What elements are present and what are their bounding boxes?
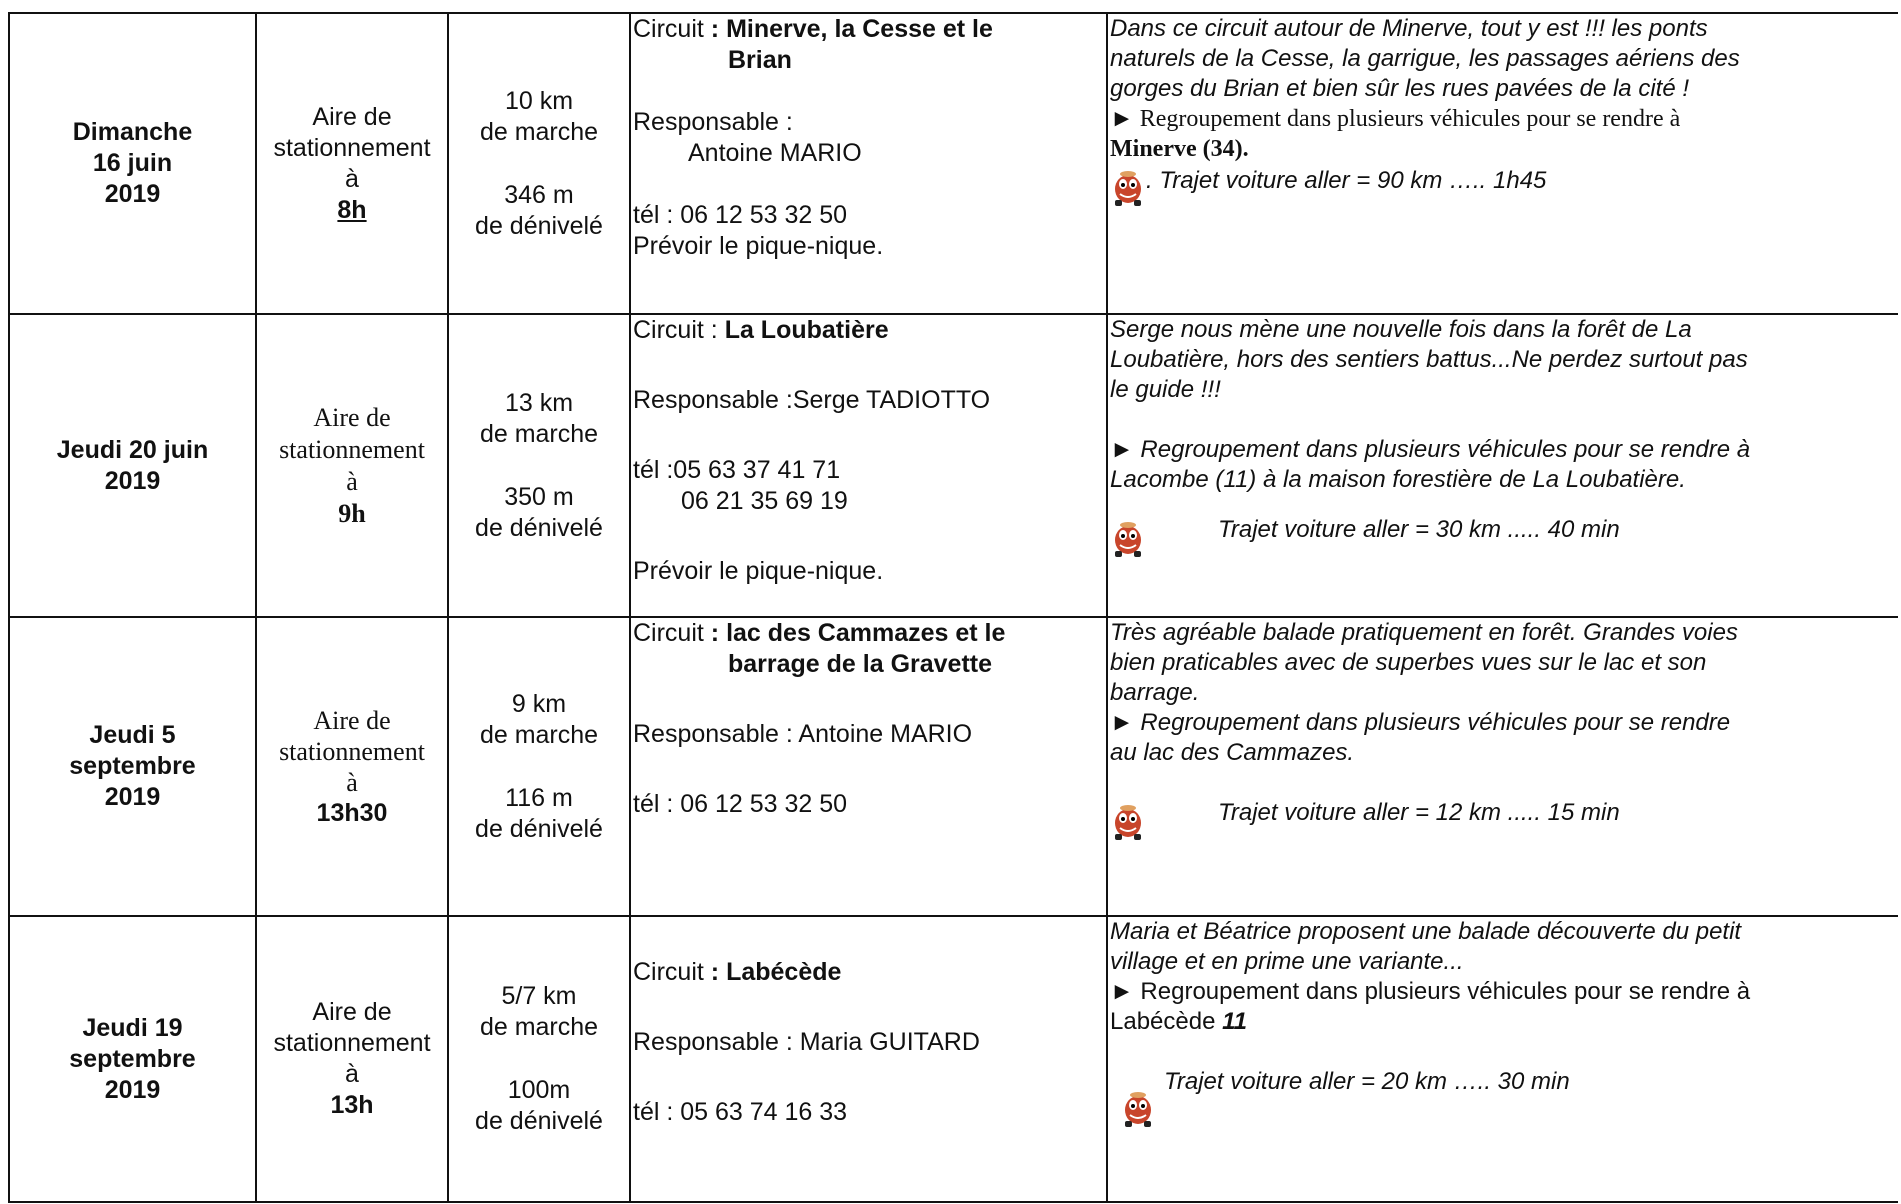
place-line: Aire de [313, 705, 391, 735]
table-row [9, 314, 1898, 617]
circuit-name: : lac des Cammazes et le [710, 619, 1006, 647]
place-line: à [345, 1060, 359, 1088]
cartoon-car-icon [1110, 515, 1146, 559]
circuit-cell [631, 315, 1106, 587]
meeting-place-cell [257, 618, 447, 915]
distance-label: de marche [479, 720, 599, 749]
distance-cell [449, 618, 629, 915]
regroup-note: ► Regroupement dans plusieurs véhicules pour se rendre [1110, 709, 1731, 736]
trip-info: Trajet voiture aller = 30 km ..... 40 min [1218, 516, 1620, 543]
date-cell [10, 315, 255, 616]
picnic-note: Prévoir le pique-nique. [633, 557, 884, 585]
regroup-note: ► Regroupement dans plusieurs véhicules pour se rendre à [1110, 436, 1751, 463]
circuit-name-cont: Brian [728, 46, 792, 74]
place-line: à [345, 164, 359, 193]
hike-schedule-table [8, 12, 1898, 1203]
date-year: 2019 [104, 1075, 161, 1104]
circuit-name-cont: barrage de la Gravette [728, 650, 993, 678]
phone-number: tél : 06 12 53 32 50 [633, 201, 848, 229]
meeting-time: 13h30 [316, 798, 388, 827]
place-line: Aire de [312, 102, 392, 131]
trip-line [1110, 1067, 1898, 1129]
elevation-label: de dénivelé [475, 814, 603, 843]
date-cell [10, 14, 255, 313]
trip-info: Trajet voiture aller = 12 km ..... 15 min [1218, 799, 1620, 826]
phone-number: tél :05 63 37 41 71 [633, 456, 841, 484]
distance-value: 13 km [504, 388, 574, 417]
circuit-prefix: Circuit : [633, 316, 718, 344]
date-day: Jeudi 20 juin [56, 435, 209, 464]
meeting-time: 9h [338, 498, 366, 528]
circuit-cell [631, 917, 1106, 1128]
meeting-place-cell [257, 315, 447, 616]
elevation-value: 100m [507, 1076, 571, 1104]
trip-info: . Trajet voiture aller = 90 km ….. 1h45 [1146, 167, 1547, 194]
responsable-name: Antoine MARIO [688, 139, 862, 167]
date-day: Jeudi 5 [89, 721, 176, 749]
distance-value: 5/7 km [501, 982, 577, 1010]
place-line: stationnement [279, 736, 425, 766]
description-cell [1108, 917, 1898, 1129]
circuit-prefix: Circuit [633, 15, 704, 43]
date-year: 2019 [104, 180, 161, 208]
place-line: Aire de [312, 998, 392, 1026]
date-year: 2019 [104, 466, 161, 495]
circuit-name: : Labécède [710, 958, 842, 986]
regroup-destination: Lacombe (11) à la maison forestière de La Loubatière. [1110, 466, 1686, 493]
description-line: Dans ce circuit autour de Minerve, tout y est !!! les ponts [1110, 15, 1708, 42]
phone-number-2: 06 21 35 69 19 [681, 487, 848, 515]
date-cell [10, 618, 255, 915]
description-line: gorges du Brian et bien sûr les rues pavées de la cité ! [1110, 75, 1689, 102]
regroup-destination-line [1110, 1007, 1898, 1037]
circuit-cell [631, 618, 1106, 820]
description-line: village et en prime une variante... [1110, 948, 1464, 975]
cartoon-car-icon [1110, 164, 1146, 208]
table-row [9, 617, 1898, 916]
regroup-destination: au lac des Cammazes. [1110, 739, 1355, 766]
elevation-value: 346 m [504, 180, 574, 209]
place-line: stationnement [279, 434, 425, 464]
distance-label: de marche [479, 1013, 599, 1041]
circuit-prefix: Circuit [633, 958, 704, 986]
trip-line [1110, 164, 1898, 208]
distance-cell [449, 917, 629, 1201]
circuit-cell [631, 14, 1106, 262]
distance-cell [449, 315, 629, 616]
place-line: Aire de [313, 402, 391, 432]
regroup-note: ► Regroupement dans plusieurs véhicules pour se rendre à [1110, 978, 1751, 1005]
distance-value: 9 km [511, 689, 567, 718]
date-day: Dimanche [72, 118, 193, 146]
place-line: à [346, 466, 358, 496]
description-line: Maria et Béatrice proposent une balade découverte du petit [1110, 918, 1742, 945]
elevation-label: de dénivelé [475, 513, 603, 542]
elevation-label: de dénivelé [475, 1107, 603, 1135]
description-cell [1108, 14, 1898, 208]
cartoon-car-icon [1120, 1085, 1156, 1129]
date-day: Jeudi 19 [82, 1013, 183, 1042]
description-line: Loubatière, hors des sentiers battus...Ne perdez surtout pas [1110, 346, 1748, 373]
meeting-place-cell [257, 917, 447, 1201]
date-month: 16 juin [92, 149, 173, 177]
circuit-name: : Minerve, la Cesse et le [710, 15, 993, 43]
place-line: stationnement [273, 1029, 431, 1057]
place-line: à [346, 767, 358, 797]
description-line: le guide !!! [1110, 376, 1221, 403]
description-line: barrage. [1110, 679, 1200, 706]
meeting-place-cell [257, 14, 447, 313]
description-line: naturels de la Cesse, la garrigue, les passages aériens des [1110, 45, 1740, 72]
trip-info: Trajet voiture aller = 20 km ….. 30 min [1164, 1068, 1570, 1095]
phone-number: tél : 05 63 74 16 33 [633, 1098, 848, 1126]
distance-label: de marche [479, 419, 599, 448]
regroup-note: ► Regroupement dans plusieurs véhicules pour se rendre à [1110, 106, 1681, 132]
date-month: septembre [69, 752, 196, 780]
responsable-label: Responsable : [633, 108, 793, 136]
description-line: Serge nous mène une nouvelle fois dans la forêt de La [1110, 316, 1692, 343]
table-row [9, 916, 1898, 1202]
date-year: 2019 [104, 783, 161, 811]
elevation-value: 116 m [505, 783, 573, 812]
trip-line [1110, 515, 1898, 559]
description-cell [1108, 618, 1898, 842]
picnic-note: Prévoir le pique-nique. [633, 232, 884, 260]
responsable-label: Responsable : Antoine MARIO [633, 720, 973, 748]
distance-label: de marche [479, 117, 599, 146]
responsable-label: Responsable :Serge TADIOTTO [633, 386, 991, 414]
description-line: Très agréable balade pratiquement en forêt. Grandes voies [1110, 619, 1738, 646]
regroup-destination: Labécède [1110, 1008, 1216, 1035]
regroup-destination: Minerve (34). [1110, 136, 1249, 162]
place-line: stationnement [273, 133, 431, 162]
phone-number: tél : 06 12 53 32 50 [633, 790, 848, 818]
date-month: septembre [69, 1044, 196, 1073]
cartoon-car-icon [1110, 798, 1146, 842]
description-cell [1108, 315, 1898, 559]
distance-cell [449, 14, 629, 313]
elevation-value: 350 m [504, 482, 574, 511]
meeting-time: 8h [337, 195, 367, 224]
description-line: bien praticables avec de superbes vues sur le lac et son [1110, 649, 1707, 676]
responsable-label: Responsable : Maria GUITARD [633, 1028, 980, 1056]
elevation-label: de dénivelé [475, 211, 603, 240]
trip-line [1110, 798, 1898, 842]
regroup-destination-number: 11 [1222, 1008, 1248, 1035]
distance-value: 10 km [504, 86, 574, 115]
circuit-prefix: Circuit [633, 619, 704, 647]
circuit-name: La Loubatière [724, 316, 889, 344]
table-row [9, 13, 1898, 314]
date-cell [10, 917, 255, 1201]
meeting-time: 13h [330, 1091, 374, 1119]
